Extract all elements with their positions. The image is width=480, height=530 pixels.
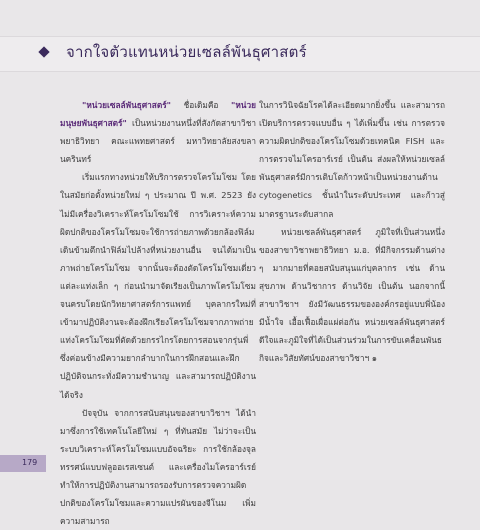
left-paragraph-3: ปัจจุบัน จากการสนับสนุนของสาขาวิชาฯ ได้นำมาซึ่งการใช้เทคโนโลยีใหม่ ๆ ที่ทันสมัย ไม่ว่าจะเป็นระบบวิเคราะห์โครโมโซมแบบอัจฉริยะ การใช้กล้องจุลทรรศน์แบบฟลูออเรสเซนต์ และเครื่องไมโครอาร์เรย์ ทำให้การปฏิบัติงานสามารถรองรับการตรวจความผิดปกติของโครโมโซมและความแปรผันของจีโนม เพิ่มความสามารถ [60, 407, 256, 527]
page-number: 179 [22, 458, 38, 467]
highlight-former-name: "หน่วยมนุษยพันธุศาสตร์" [60, 100, 256, 129]
right-paragraph-2: หน่วยเซลล์พันธุศาสตร์ ภูมิใจที่เป็นส่วนหนึ่งของสาขาวิชาพยาธิวิทยา ม.อ. ที่มีกิจกรรมด้านต่าง ๆ มากมายที่คอยสนับสนุนแก่บุคลากร เช่น ด้านสุขภาพ ด้านวิชาการ ด้านวิจัย เป็นต้น นอกจากนี้สาขาวิชาฯ ยังมีวัฒนธรรมขององค์กรอยู่แบบพี่น้อง มีน้ำใจ เอื้อเฟื้อเผื่อแผ่ต่อกัน หน่วยเซลล์พันธุศาสตร์ดีใจและภูมิใจที่ได้เป็นส่วนร่วมในการขับเคลื่อนพันธกิจและวิสัยทัศน์ของสาขาวิชาฯ ๑ [259, 226, 445, 364]
section-title: จากใจตัวแทนหน่วยเซลล์พันธุศาสตร์ [66, 43, 307, 61]
paragraph-text: เป็นหน่วยงานหนึ่งที่สังกัดสาขาวิชาพยาธิวิทยา คณะแพทยศาสตร์ มหาวิทยาลัยสงขลานครินทร์ [60, 118, 256, 165]
highlight-unit-name: "หน่วยเซลล์พันธุศาสตร์" [82, 100, 171, 110]
left-paragraph-1 [60, 96, 256, 168]
right-text-column [259, 96, 445, 367]
left-text-column [60, 96, 256, 530]
right-paragraph-1: ในการวินิจฉัยโรคได้ละเอียดมากยิ่งขึ้น และสามารถเปิดบริการตรวจแบบอื่น ๆ ได้เพิ่มขึ้น เช่น การตรวจความผิดปกติของโครโมโซมด้วยเทคนิค FISH และการตรวจไมโครอาร์เรย์ เป็นต้น ส่งผลให้หน่วยเซลล์พันธุศาสตร์มีการเติบโตก้าวหน้าเป็นหน่วยงานด้าน cytogenetics ชั้นนำในระดับประเทศ และก้าวสู่มาตรฐานระดับสากล [259, 100, 445, 219]
paragraph-text: ชื่อเดิมคือ [170, 100, 232, 110]
left-paragraph-2: เริ่มแรกทางหน่วยให้บริการตรวจโครโมโซม โดยในสมัยก่อตั้งหน่วยใหม่ ๆ ประมาณ ปี พ.ศ. 2523 ยังไม่มีเครื่องวิเคราะห์โครโมโซมใช้ การวิเคราะห์ความผิดปกติของโครโมโซมจะใช้การถ่ายภาพด้วยกล้องฟิล์ม เดินข้ามตึกนำฟิล์มไปล้างที่หน่วยงานอื่น จนได้มาเป็นภาพถ่ายโครโมโซม จากนั้นจะต้องตัดโครโมโซมเดี่ยวแต่ละแท่งเล็ก ๆ ก่อนนำมาจัดเรียงเป็นภาพโครโมโซมจนครบโดยนักวิทยาศาสตร์การแพทย์ บุคลากรใหม่ที่เข้ามาปฏิบัติงานจะต้องฝึกเรียงโครโมโซมจากภาพถ่ายแท่งโครโมโซมที่ตัดด้วยกรรไกรโดยการสอนจากรุ่นพี่ ซึ่งค่อนข้างมีความยากลำบากในการฝึกสอนและฝึกปฏิบัติจนกระทั่งมีความชำนาญ และสามารถปฏิบัติงานได้จริง [60, 172, 256, 400]
